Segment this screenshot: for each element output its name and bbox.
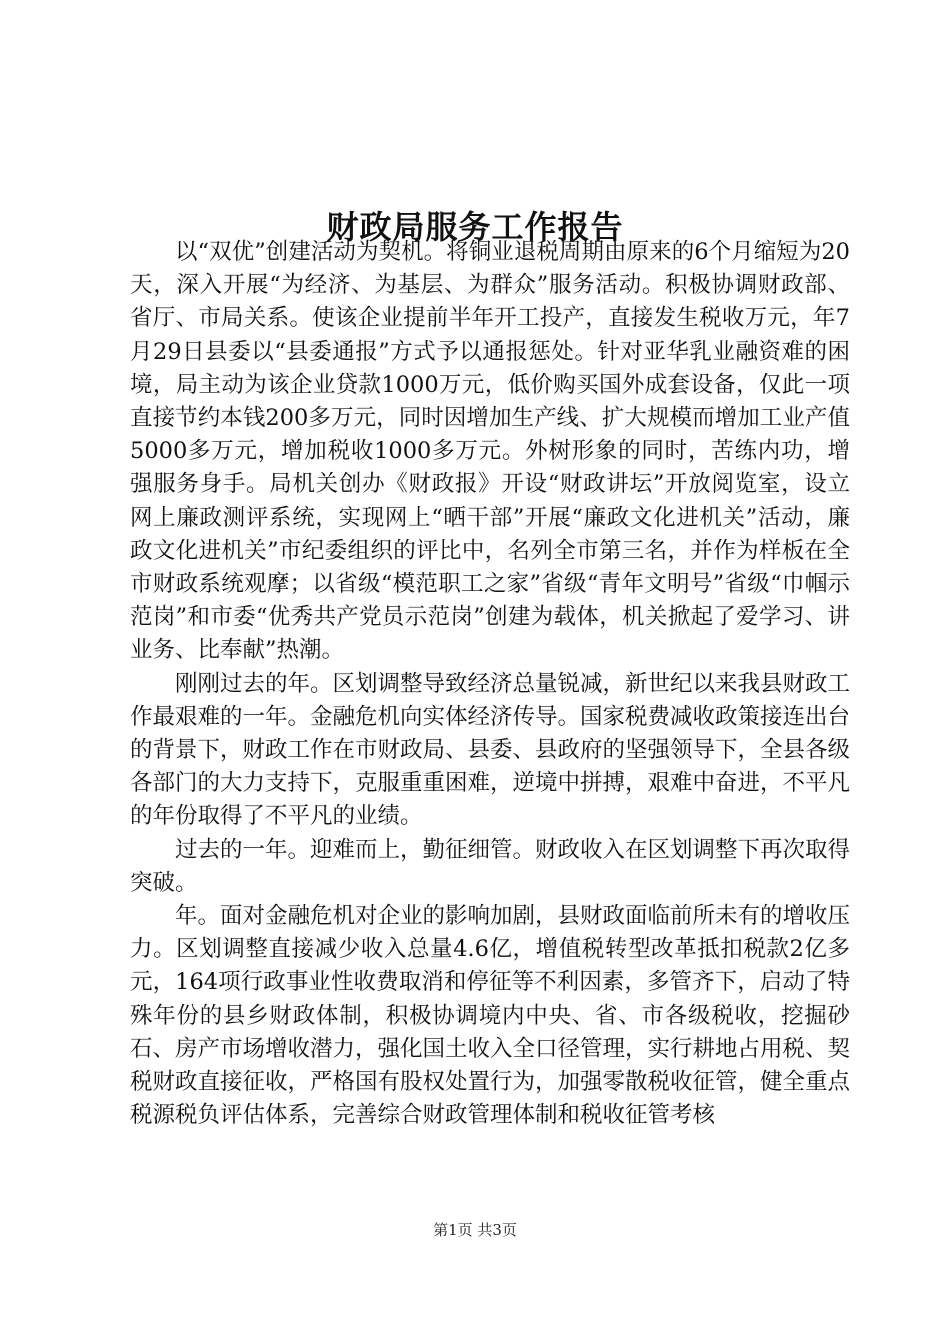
paragraph: 刚刚过去的年。区划调整导致经济总量锐减，新世纪以来我县财政工作最艰难的一年。金融危机向实体经济传导。国家税费减收政策接连出台的背景下，财政工作在市财政局、县委、县政府的坚强领导下，全县各级各部门的大力支持下，克服重重困难，逆境中拼搏，艰难中奋进，不平凡的年份取得了不平凡的业绩。 [130,670,851,830]
paragraph: 以“双优”创建活动为契机。将铜业退税周期由原来的6个月缩短为20天，深入开展“为经济、为基层、为群众”服务活动。积极协调财政部、省厅、市局关系。使该企业提前半年开工投产，直接发生税收万元，年7月29日县委以“县委通报”方式予以通报惩处。针对亚华乳业融资难的困境，局主动为该企业贷款1000万元，低价购买国外成套设备，仅此一项直接节约本钱200多万元，同时因增加生产线、扩大规模而增加工业产值5000多万元，增加税收1000多万元。外树形象的同时，苦练内功，增强服务身手。局机关创办《财政报》开设“财政讲坛”开放阅览室，设立网上廉政测评系统，实现网上“晒干部”开展“廉政文化进机关”活动，廉政文化进机关”市纪委组织的评比中，名列全市第三名，并作为样板在全市财政系统观摩；以省级“模范职工之家”省级“青年文明号”省级“巾帼示范岗”和市委“优秀共产党员示范岗”创建为载体，机关掀起了爱学习、讲业务、比奉献”热潮。 [130,239,850,664]
document-title: 财政局服务工作报告 [326,208,624,247]
page-footer: 第1页 共3页 [433,1221,517,1239]
document-body [130,236,850,1132]
paragraph: 过去的一年。迎难而上，勤征细管。财政收入在区划调整下再次取得突破。 [130,836,851,896]
paragraph: 年。面对金融危机对企业的影响加剧，县财政面临前所未有的增收压力。区划调整直接减少收入总量4.6亿，增值税转型改革抵扣税款2亿多元，164项行政事业性收费取消和停征等不利因素，多管齐下，启动了特殊年份的县乡财政体制，积极协调境内中央、省、市各级税收，挖掘砂石、房产市场增收潜力，强化国土收入全口径管理，实行耕地占用税、契税财政直接征收，严格国有股权处置行为，加强零散税收征管，健全重点税源税负评估体系，完善综合财政管理体制和税收征管考核 [130,903,851,1129]
